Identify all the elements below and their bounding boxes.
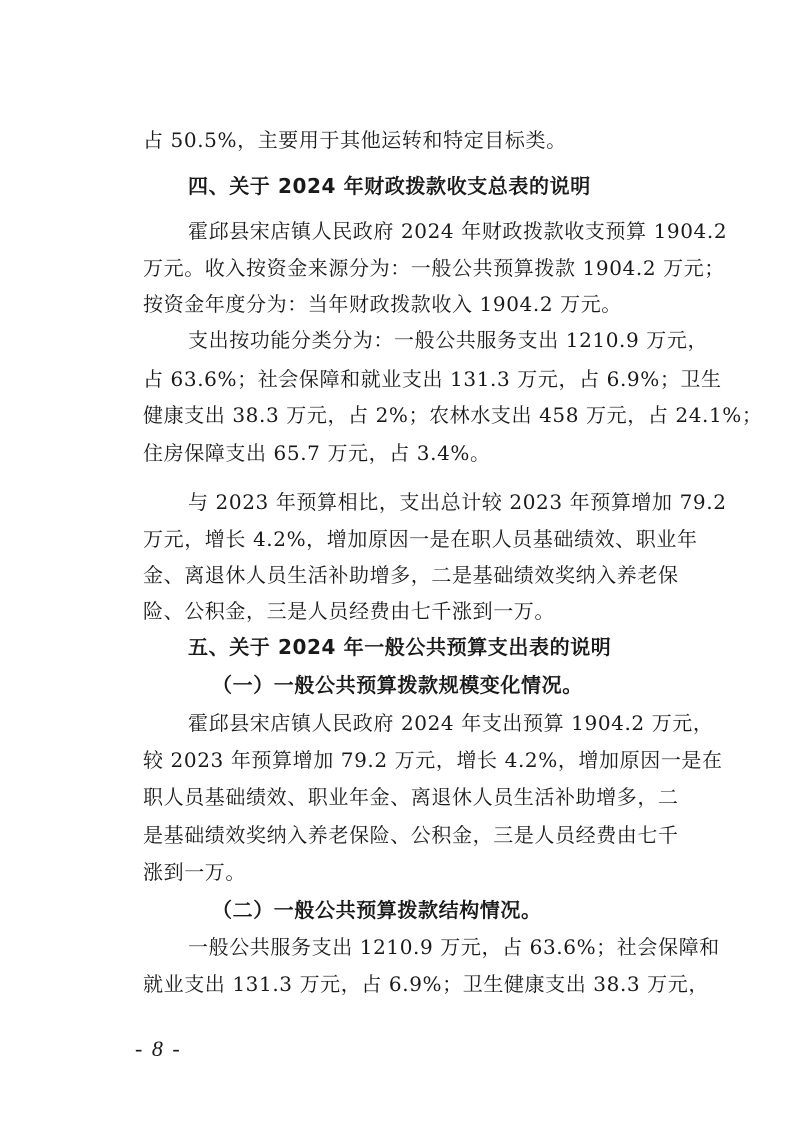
subsection-heading: （二）一般公共预算拨款结构情况。 — [212, 898, 542, 922]
section-heading: 四、关于 2024 年财政拨款收支总表的说明 — [188, 174, 591, 198]
subsection-heading: （一）一般公共预算拨款规模变化情况。 — [212, 673, 583, 697]
paragraph-line: 占 50.5%，主要用于其他运转和特定目标类。 — [143, 128, 567, 152]
paragraph-line: 就业支出 131.3 万元，占 6.9%；卫生健康支出 38.3 万元， — [143, 972, 709, 996]
paragraph-line: 金、离退休人员生活补助增多，二是基础绩效奖纳入养老保 — [143, 563, 679, 587]
paragraph-line: 较 2023 年预算增加 79.2 万元，增长 4.2%，增加原因一是在 — [143, 748, 723, 772]
paragraph-line: 一般公共服务支出 1210.9 万元，占 63.6%；社会保障和 — [188, 935, 720, 959]
paragraph-line: 按资金年度分为：当年财政拨款收入 1904.2 万元。 — [143, 292, 622, 316]
paragraph-line: 霍邱县宋店镇人民政府 2024 年支出预算 1904.2 万元， — [188, 711, 714, 735]
paragraph-line: 健康支出 38.3 万元，占 2%；农林水支出 458 万元，占 24.1%； — [143, 403, 763, 427]
paragraph-line: 万元，增长 4.2%，增加原因一是在职人员基础绩效、职业年 — [143, 527, 698, 551]
paragraph-line: 支出按功能分类分为：一般公共服务支出 1210.9 万元， — [188, 328, 709, 352]
paragraph-line: 万元。收入按资金来源分为：一般公共预算拨款 1904.2 万元； — [143, 256, 725, 280]
page-number: - 8 - — [135, 1036, 182, 1061]
paragraph-line: 与 2023 年预算相比，支出总计较 2023 年预算增加 79.2 — [188, 490, 727, 514]
paragraph-line: 是基础绩效奖纳入养老保险、公积金，三是人员经费由七千 — [143, 823, 679, 847]
paragraph-line: 涨到一万。 — [143, 860, 246, 884]
paragraph-line: 占 63.6%；社会保障和就业支出 131.3 万元，占 6.9%；卫生 — [143, 367, 722, 391]
paragraph-line: 霍邱县宋店镇人民政府 2024 年财政拨款收支预算 1904.2 — [188, 219, 728, 243]
paragraph-line: 住房保障支出 65.7 万元，占 3.4%。 — [143, 441, 491, 465]
paragraph-line: 职人员基础绩效、职业年金、离退休人员生活补助增多，二 — [143, 785, 679, 809]
section-heading: 五、关于 2024 年一般公共预算支出表的说明 — [188, 635, 612, 659]
paragraph-line: 险、公积金，三是人员经费由七千涨到一万。 — [143, 599, 555, 623]
